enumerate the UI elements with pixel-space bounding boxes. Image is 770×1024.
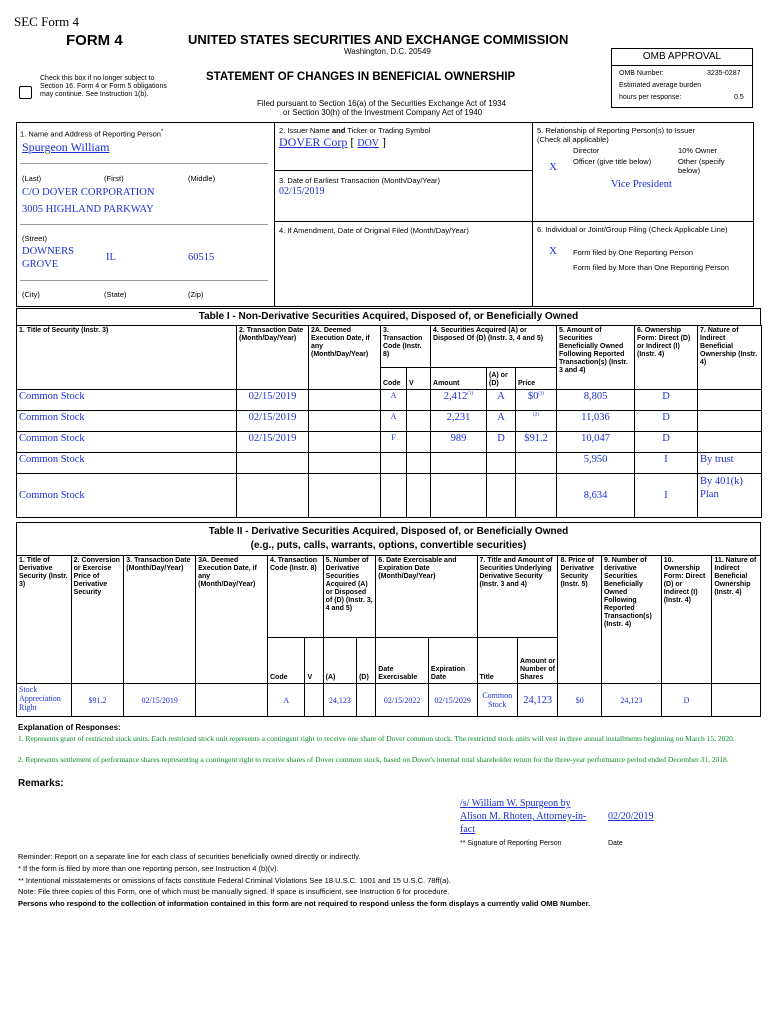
statement-title: STATEMENT OF CHANGES IN BENEFICIAL OWNERSHIP xyxy=(206,71,516,83)
table2-title: Table II - Derivative Securities Acquired, Disposed of, or Beneficially Owned xyxy=(208,526,569,537)
director-option: Director xyxy=(573,146,600,155)
signature-line-2: Alison M. Rhoten, Attorney-in- xyxy=(460,811,587,822)
commission-location: Washington, D.C. 20549 xyxy=(344,47,431,56)
filing-check-mark[interactable]: X xyxy=(549,245,557,257)
t1-h-v-sub: V xyxy=(407,368,431,390)
signature-date-label: Date xyxy=(608,840,623,847)
state-label: (State) xyxy=(104,290,127,299)
table1-row: Common Stock 02/15/2019 F 989 D $91.2 10,047 D xyxy=(17,432,762,453)
officer-check-mark[interactable]: X xyxy=(549,161,557,173)
omb-persons-note: Persons who respond to the collection of information contained in this form are not required to respond unless the form displays a currently valid OMB Number. xyxy=(18,899,591,908)
section16-checkbox[interactable] xyxy=(19,86,32,99)
t1-h-date: 2. Transaction Date (Month/Day/Year) xyxy=(237,326,309,390)
reminder-text: Reminder: Report on a separate line for each class of securities beneficially owned directly or indirectly. xyxy=(18,852,361,861)
issuer-name-link[interactable]: DOVER Corp xyxy=(279,135,348,149)
t2-h-owned: 9. Number of derivative Securities Beneficially Owned Following Reported Transaction(s) (Instr. 4) xyxy=(601,556,661,684)
t2-h-deemed: 3A. Deemed Execution Date, if any (Month/Day/Year) xyxy=(196,556,268,684)
t2-h-form: 10. Ownership Form: Direct (D) or Indirect (I) (Instr. 4) xyxy=(661,556,712,684)
t1-h-nature: 7. Nature of Indirect Beneficial Ownership (Instr. 4) xyxy=(698,326,762,390)
filing-more: Form filed by More than One Reporting Person xyxy=(573,263,729,272)
t1-h-form: 6. Ownership Form: Direct (D) or Indirect (I) (Instr. 4) xyxy=(635,326,698,390)
footnote-2: 2. Represents settlement of performance shares representing a contingent right to receive shares of Dover common stock, based on Dover's internal total shareholder return for the three-year performance period ended December 31, 2018. xyxy=(18,755,729,764)
ten-pct-option: 10% Owner xyxy=(678,146,718,155)
table1-row: Common Stock 8,634 I By 401(k) Plan xyxy=(17,474,762,518)
signature-date: 02/20/2019 xyxy=(608,811,654,822)
officer-title: Vice President xyxy=(611,179,672,190)
commission-title: UNITED STATES SECURITIES AND EXCHANGE COMMISSION xyxy=(188,32,569,47)
form-number: FORM 4 xyxy=(66,32,123,49)
amendment-label: 4. If Amendment, Date of Original Filed (Month/Day/Year) xyxy=(279,226,469,235)
city-value: DOWNERS GROVE xyxy=(22,246,74,270)
reporting-person-link[interactable]: Spurgeon William xyxy=(22,140,110,154)
sec-form-label: SEC Form 4 xyxy=(14,14,80,29)
t2-h-number: 5. Number of Derivative Securities Acquired (A) or Disposed of (D) (Instr. 3, 4 and 5) xyxy=(323,556,376,638)
relationship-sub: (Check all applicable) xyxy=(537,135,609,144)
t1-h-deemed: 2A. Deemed Execution Date, if any (Month/Day/Year) xyxy=(309,326,381,390)
ticker-link[interactable]: DOV xyxy=(357,138,380,149)
filed-pursuant-1: Filed pursuant to Section 16(a) of the Securities Exchange Act of 1934 xyxy=(257,99,507,108)
remarks-label: Remarks: xyxy=(18,778,64,789)
t1-h-amount: Amount xyxy=(431,368,487,390)
zip-label: (Zip) xyxy=(188,290,204,299)
t1-h-code: 3. Transaction Code (Instr. 8) xyxy=(381,326,431,368)
filing-one: Form filed by One Reporting Person xyxy=(573,248,694,257)
city-label: (City) xyxy=(22,290,40,299)
table2: 1. Title of Derivative Security (Instr. 3) 2. Conversion or Exercise Price of Derivative Security 3. Transaction Date (Month/Day/Year) 3A. Deemed Execution Date, if any (Month/Day/Year) 4. Transaction Code (Instr. 8) 5. Number of Derivative Securities Acquired (A) or Disposed of (D) (Instr. 3, 4 and 5) 6. Date Exercisable and Expiration Date (Month/Day/Year) 7. Title and Amount of Securities Underlying Derivative Security (Instr. 3 and 4) 8. Price of Derivative Security (Instr. 5) 9. Number of derivative Securities Beneficially Owned Following Reported Transaction(s) (Instr. 4) 10. Ownership Form: Direct (D) or Indirect (I) (Instr. 4) 11. Nature of Indirect Beneficial Ownership (Instr. 4) Code V (A) (D) Date Exercisable Expiration Date Title Amount or Number of Shares Stock Appreciation Right $91.2 02/15/2019 A 24,123 02/15/2022 02/15/2029 Common Stock 24,123 $0 24,123 D xyxy=(16,555,761,717)
last-label: (Last) xyxy=(22,174,42,183)
omb-hours-label: hours per response: xyxy=(619,94,682,101)
signature-line-1: /s/ William W. Spurgeon by xyxy=(460,798,571,809)
section16-text: Check this box if no longer subject to Section 16. Form 4 or Form 5 obligations may continue. See Instruction 1(b). xyxy=(40,75,167,98)
street-label: (Street) xyxy=(22,234,48,243)
t2-h-date: 3. Transaction Date (Month/Day/Year) xyxy=(124,556,196,684)
t2-h-exercisable: 6. Date Exercisable and Expiration Date (Month/Day/Year) xyxy=(376,556,477,638)
omb-number-label: OMB Number: xyxy=(619,70,664,77)
omb-burden-label: Estimated average burden xyxy=(619,82,702,89)
t2-h-title: 1. Title of Derivative Security (Instr. 3) xyxy=(17,556,72,684)
t1-h-price: Price xyxy=(516,368,557,390)
t2-h-price: 8. Price of Derivative Security (Instr. 5) xyxy=(558,556,602,684)
address-line-2: 3005 HIGHLAND PARKWAY xyxy=(22,204,154,215)
table1-row: Common Stock 5,950 I By trust xyxy=(17,453,762,474)
table2-subtitle: (e.g., puts, calls, warrants, options, convertible securities) xyxy=(250,540,527,551)
signature-label: ** Signature of Reporting Person xyxy=(460,840,562,847)
zip-value: 60515 xyxy=(188,252,215,263)
star-note: * If the form is filed by more than one reporting person, see Instruction 4 (b)(v). xyxy=(18,864,279,873)
middle-label: (Middle) xyxy=(188,174,216,183)
t1-h-acquired: 4. Securities Acquired (A) or Disposed Of (D) (Instr. 3, 4 and 5) xyxy=(431,326,557,368)
relationship-label: 5. Relationship of Reporting Person(s) to Issuer xyxy=(537,126,695,135)
filing-label: 6. Individual or Joint/Group Filing (Check Applicable Line) xyxy=(537,225,728,234)
t2-h-conv: 2. Conversion or Exercise Price of Derivative Security xyxy=(71,556,124,684)
explanation-title: Explanation of Responses: xyxy=(18,723,121,732)
omb-hours-value: 0.5 xyxy=(734,94,744,101)
table1-row: Common Stock 02/15/2019 A 2,231 A $^{(2)}$ 11,036 D xyxy=(17,411,762,432)
t1-h-owned: 5. Amount of Securities Beneficially Owned Following Reported Transaction(s) (Instr. 3 and 4) xyxy=(557,326,635,390)
t1-h-ad: (A) or (D) xyxy=(487,368,516,390)
earliest-date-label: 3. Date of Earliest Transaction (Month/Day/Year) xyxy=(279,176,441,185)
t2-h-underlying: 7. Title and Amount of Securities Underlying Derivative Security (Instr. 3 and 4) xyxy=(477,556,558,638)
omb-title: OMB APPROVAL xyxy=(642,51,722,62)
signature-line-3: fact xyxy=(460,824,475,835)
address-line-1: C/O DOVER CORPORATION xyxy=(22,187,155,198)
state-value: IL xyxy=(106,252,116,263)
first-label: (First) xyxy=(104,174,124,183)
issuer-name-ticker: DOVER Corp [ DOV ] xyxy=(279,135,387,149)
t1-h-code-sub: Code xyxy=(381,368,407,390)
table1 xyxy=(16,325,762,518)
footnote-1: 1. Represents grant of restricted stock units. Each restricted stock unit represents a contingent right to receive one share of Dover common stock. The restricted stock units will vest in three annual installments beginning on March 15, 2020. xyxy=(18,734,735,743)
t2-h-nature: 11. Nature of Indirect Beneficial Ownership (Instr. 4) xyxy=(712,556,761,684)
filed-pursuant-2: or Section 30(h) of the Investment Company Act of 1940 xyxy=(283,108,483,117)
officer-option: Officer (give title below) xyxy=(573,157,652,166)
t1-h-title: 1. Title of Security (Instr. 3) xyxy=(17,326,237,390)
table1-row: Common Stock 02/15/2019 A 2,412$^{(1)}$ A $0$^{(1)}$ 8,805 D xyxy=(17,390,762,411)
earliest-date-value: 02/15/2019 xyxy=(279,186,325,197)
reporting-person-label: 1. Name and Address of Reporting Person* xyxy=(20,129,164,139)
table1-title: Table I - Non-Derivative Securities Acquired, Disposed of, or Beneficially Owned xyxy=(198,311,579,322)
issuer-label: 2. Issuer Name and Ticker or Trading Symbol xyxy=(279,126,431,135)
file-copies-note: Note: File three copies of this Form, one of which must be manually signed. If space is insufficient, see Instruction 6 for procedure. xyxy=(18,887,450,896)
other-option: Other (specify below) xyxy=(678,157,725,175)
reporting-person-name xyxy=(22,140,109,155)
violations-note: ** Intentional misstatements or omissions of facts constitute Federal Criminal Violations See 18 U.S.C. 1001 and 15 U.S.C. 78ff(a). xyxy=(18,876,451,885)
omb-number-value: 3235-0287 xyxy=(707,70,741,77)
t2-h-code: 4. Transaction Code (Instr. 8) xyxy=(268,556,324,638)
table2-row: Stock Appreciation Right $91.2 02/15/2019 A 24,123 02/15/2022 02/15/2029 Common Stock 24,123 $0 24,123 D xyxy=(17,684,761,717)
